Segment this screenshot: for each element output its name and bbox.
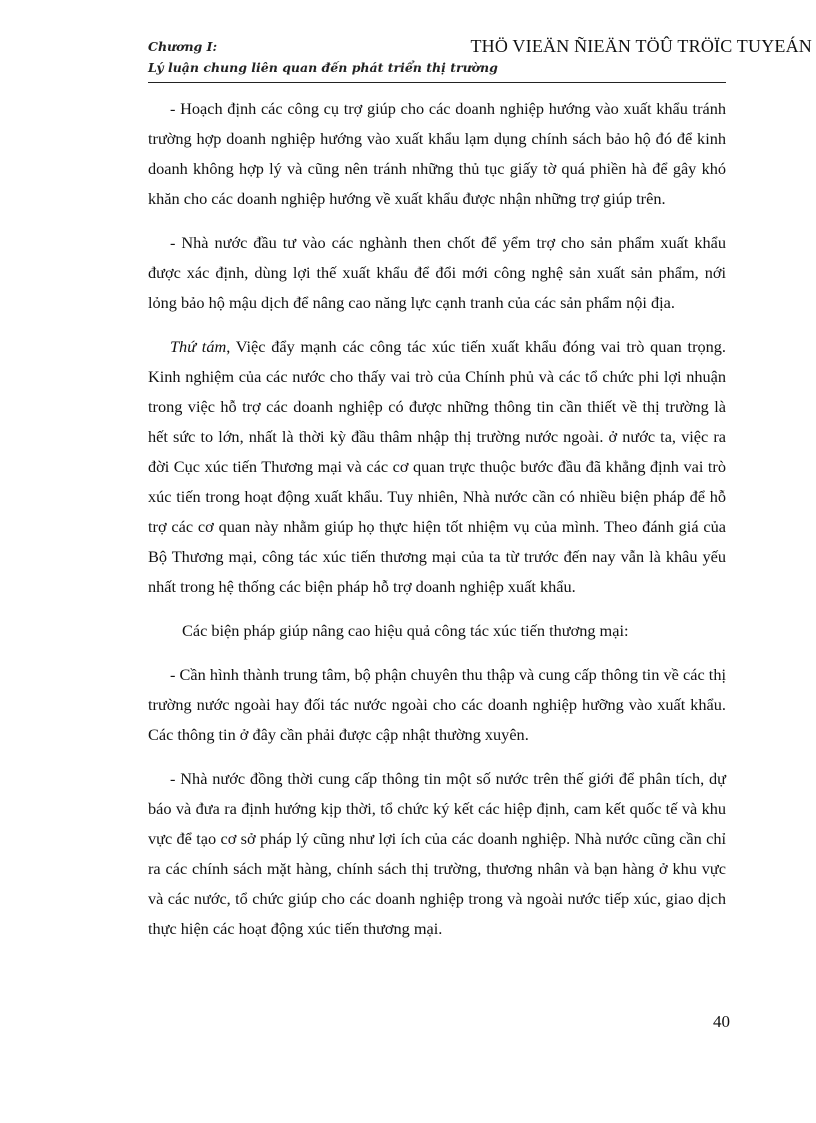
- paragraph: [148, 660, 726, 750]
- body-text: [148, 94, 726, 956]
- paragraph: [148, 764, 726, 944]
- paragraph-lead: Thứ tám: [170, 337, 227, 356]
- paragraph-text: , Việc đẩy mạnh các công tác xúc tiến xuất khẩu đóng vai trò quan trọng. Kinh nghiệm của các nước cho thấy vai trò của Chính phủ và các tổ chức phi lợi nhuận trong việc hỗ trợ các doanh nghiệp có được những thông tin cần thiết về thị trường là hết sức to lớn, nhất là thời kỳ đầu thâm nhập thị trường nước ngoài. ở nước ta, việc ra đời Cục xúc tiến Thương mại và các cơ quan trực thuộc bước đầu đã khẳng định vai trò xúc tiến trong hoạt động xuất khẩu. Tuy nhiên, Nhà nước cần có nhiều biện pháp để hỗ trợ các cơ quan này nhằm giúp họ thực hiện tốt nhiệm vụ của mình. Theo đánh giá của Bộ Thương mại, công tác xúc tiến thương mại của ta từ trước đến nay vẫn là khâu yếu nhất trong hệ thống các biện pháp hỗ trợ doanh nghiệp xuất khẩu.: [148, 337, 726, 596]
- page-number: 40: [713, 1012, 730, 1031]
- page-header: [148, 34, 812, 82]
- chapter-heading: [148, 36, 498, 78]
- paragraph: [148, 332, 726, 602]
- paragraph-text: - Cần hình thành trung tâm, bộ phận chuyên thu thập và cung cấp thông tin về các thị trường nước ngoài hay đối tác nước ngoài cho các doanh nghiệp hưỡng vào xuất khẩu. Các thông tin ở đây cần phải được cập nhật thường xuyên.: [148, 665, 726, 744]
- chapter-title: Lý luận chung liên quan đến phát triển thị trường: [148, 60, 498, 75]
- site-name: THÖ VIEÄN ÑIEÄN TÖÛ TRÖÏC TUYEÁN: [470, 36, 812, 56]
- paragraph: [148, 228, 726, 318]
- paragraph-text: - Nhà nước đầu tư vào các nghành then chốt để yểm trợ cho sản phẩm xuất khẩu được xác định, dùng lợi thế xuất khẩu để đổi mới công nghệ sản xuất sản phẩm, nới lỏng bảo hộ mậu dịch để nâng cao năng lực cạnh tranh của các sản phẩm nội địa.: [148, 233, 726, 312]
- paragraph: [148, 94, 726, 214]
- chapter-label: Chương I:: [148, 39, 218, 54]
- paragraph-text: - Hoạch định các công cụ trợ giúp cho các doanh nghiệp hướng vào xuất khẩu tránh trường hợp doanh nghiệp hướng vào xuất khẩu lạm dụng chính sách bảo hộ đó để kinh doanh không hợp lý và cũng nên tránh những thủ tục giấy tờ quá phiền hà để gây khó khăn cho các doanh nghiệp hướng về xuất khẩu được nhận những trợ giúp trên.: [148, 99, 726, 208]
- paragraph-text: - Nhà nước đồng thời cung cấp thông tin một số nước trên thế giới để phân tích, dự báo và đưa ra định hướng kịp thời, tổ chức ký kết các hiệp định, cam kết quốc tế và khu vực để tạo cơ sở pháp lý cũng như lợi ích của các doanh nghiệp. Nhà nước cũng cần chỉ ra các chính sách mặt hàng, chính sách thị trường, thương nhân và bạn hàng ở khu vực và các nước, tổ chức giúp cho các doanh nghiệp trong và ngoài nước tiếp xúc, giao dịch thực hiện các hoạt động xúc tiến thương mại.: [148, 769, 726, 938]
- header-divider: [148, 82, 726, 83]
- paragraph: [148, 616, 726, 646]
- paragraph-text: Các biện pháp giúp nâng cao hiệu quả công tác xúc tiến thương mại:: [182, 621, 629, 640]
